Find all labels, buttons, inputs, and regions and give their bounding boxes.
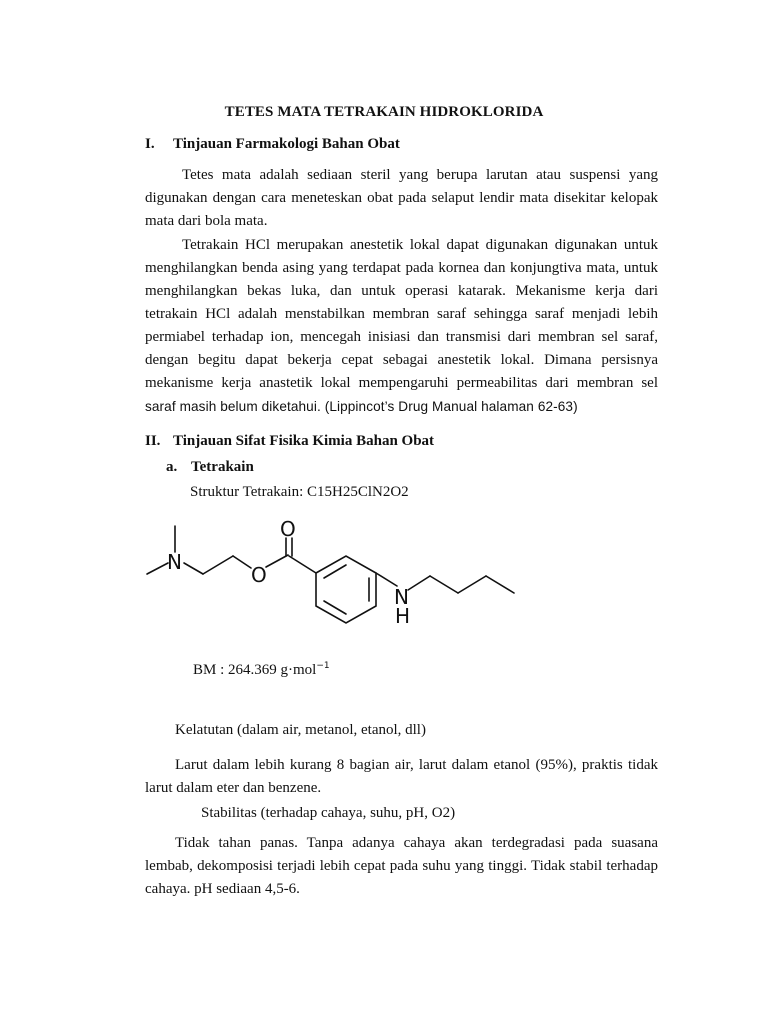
- bond-nh-butyl: [408, 576, 430, 590]
- bond-carbonyl-ring: [289, 556, 316, 573]
- bond-n-ch2: [184, 563, 203, 574]
- stability-label: Stabilitas (terhadap cahaya, suhu, pH, O2): [201, 805, 456, 821]
- benzene-ring: [316, 556, 376, 623]
- atom-n-amine: N: [167, 550, 182, 574]
- solubility-label: Kelatutan (dalam air, metanol, etanol, dll): [175, 722, 426, 738]
- paragraph-tetes-mata-text: Tetes mata adalah sediaan steril yang berupa larutan atau suspensi yang digunakan dengan cara meneteskan obat pada selaput lendir mata disekitar kelopak mata dari bola mata.: [145, 167, 658, 229]
- molar-mass-exponent: −1: [316, 661, 330, 671]
- subsection-a-number: a.: [166, 459, 178, 475]
- subsection-a-heading: [166, 459, 254, 476]
- subsection-a-title: Tetrakain: [191, 459, 254, 475]
- section-2-number: II.: [145, 433, 161, 449]
- atom-o-ester: O: [251, 563, 267, 587]
- tetracaine-structure-diagram: [140, 512, 530, 652]
- paragraph-tetrakain-hcl-text: Tetrakain HCl merupakan anestetik lokal dapat digunakan digunakan untuk menghilangkan benda asing yang terdapat pada kornea dan konjungtiva mata, untuk menghilangkan bekas luka, dan untuk operasi katarak. Mekanisme kerja dari tetrakain HCl adalah menstabilkan membran saraf sehingga saraf menjadi lebih permiabel terhadap ion, mencegah inisiasi dan transmisi dari membran sel saraf, dengan begitu dapat bekerja cepat sebagai anestetik lokal. Dimana persisnya mekanisme kerja anastetik lokal mempengaruhi permeabilitas dari membran sel: [145, 237, 658, 391]
- bond-ch2-ch2: [203, 556, 233, 574]
- bond-o-carbonyl: [266, 555, 288, 567]
- bond-n-methyl-left: [147, 563, 168, 574]
- section-1-number: I.: [145, 136, 155, 152]
- bond-butyl-3: [486, 576, 514, 593]
- bond-butyl-2: [458, 576, 486, 593]
- atom-h: H: [395, 604, 411, 628]
- stability-paragraph: [145, 832, 658, 901]
- paragraph-tetrakain-hcl: [145, 234, 658, 419]
- paragraph-tetes-mata: [145, 164, 658, 233]
- bond-ch2-o: [233, 556, 251, 568]
- document-title: TETES MATA TETRAKAIN HIDROKLORIDA: [224, 104, 544, 120]
- solubility-paragraph: [145, 754, 658, 800]
- paragraph-tetrakain-hcl-reference: saraf masih belum diketahui. (Lippincot’s Drug Manual halaman 62-63): [145, 399, 578, 414]
- molar-mass-text: BM : 264.369 g·mol: [193, 662, 317, 678]
- section-2-title: Tinjauan Sifat Fisika Kimia Bahan Obat: [173, 433, 435, 449]
- atom-n-aniline: N: [394, 585, 409, 609]
- molar-mass: [193, 661, 330, 679]
- section-1-heading: [145, 136, 400, 153]
- stability-text: Tidak tahan panas. Tanpa adanya cahaya akan terdegradasi pada suasana lembab, dekomposisi terjadi lebih cepat pada suhu yang tinggi. Tidak stabil terhadap cahaya. pH sediaan 4,5-6.: [145, 835, 658, 897]
- solubility-text: Larut dalam lebih kurang 8 bagian air, larut dalam etanol (95%), praktis tidak larut dalam eter dan benzene.: [145, 757, 658, 796]
- atom-o-carbonyl: O: [280, 517, 296, 541]
- bond-butyl-1: [430, 576, 458, 593]
- section-1-title: Tinjauan Farmakologi Bahan Obat: [173, 136, 400, 152]
- structure-label: Struktur Tetrakain: C15H25ClN2O2: [190, 484, 409, 500]
- section-2-heading: [145, 433, 434, 450]
